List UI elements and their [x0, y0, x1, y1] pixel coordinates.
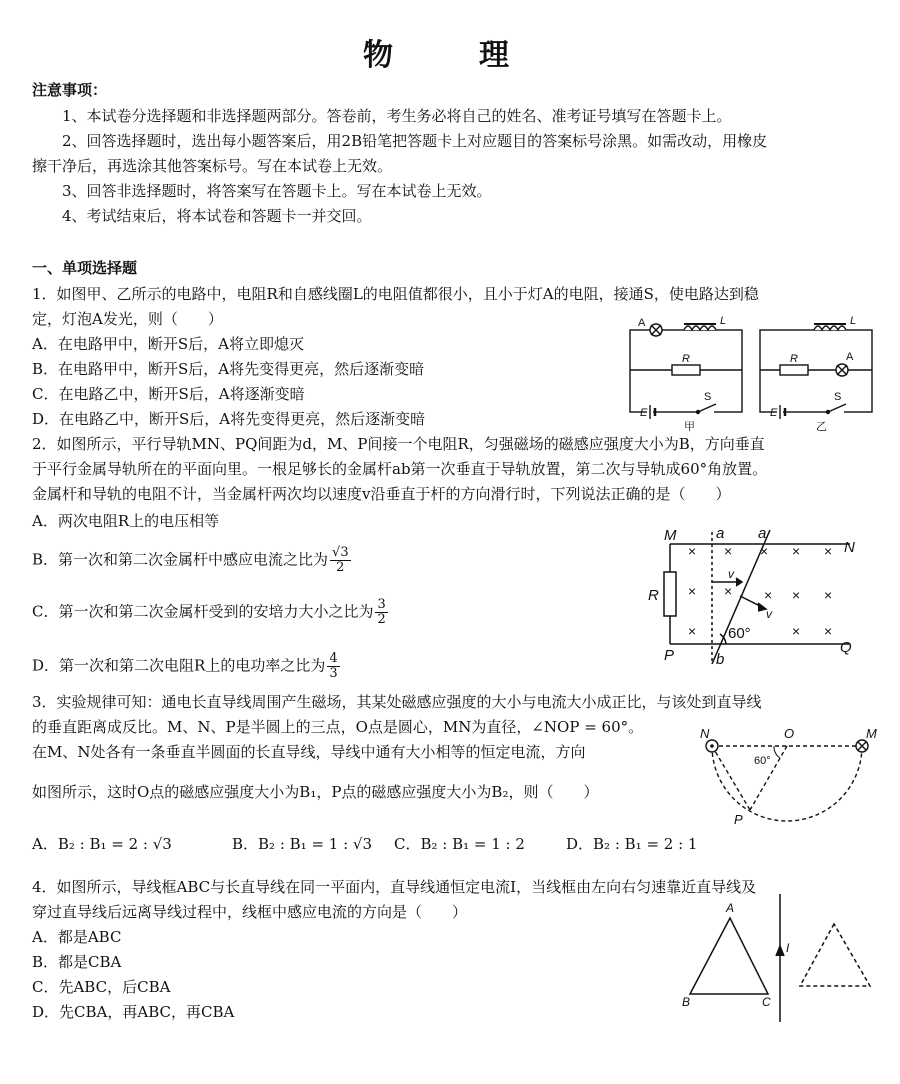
q3-option-a: A．B₂ : B₁ = 2 : √3 [32, 835, 172, 853]
field-mark: × [824, 587, 833, 603]
label-o: O [784, 726, 795, 741]
q2-stem-line3: 金属杆和导轨的电阻不计，当金属杆两次均以速度v沿垂直于杆的方向滑行时，下列说法正确的是（ ） [32, 485, 731, 503]
label-p: P [734, 812, 743, 827]
notice-item-2-cont: 擦干净后，再选涂其他答案标号。写在本试卷上无效。 [32, 157, 393, 175]
label-c: C [762, 995, 771, 1009]
q3-option-b: B．B₂ : B₁ = 1 : √3 [232, 835, 373, 853]
label-r-yi: R [790, 353, 798, 365]
notice-item-1: 1、本试卷分选择题和非选择题两部分。答卷前，考生务必将自己的姓名、准考证号填写在答题卡上。 [62, 107, 732, 125]
q1-circuit-figure [620, 312, 880, 432]
label-a2: a [758, 525, 767, 542]
label-yi: 乙 [816, 421, 827, 432]
q2-option-d [32, 652, 340, 681]
q1-stem-line2: 定，灯泡A发光，则（ ） [32, 310, 223, 328]
q4-frame-figure [676, 890, 886, 1030]
label-n: N [700, 726, 710, 741]
fraction-b [330, 546, 351, 575]
q2-option-c-text: C．第一次和第二次金属杆受到的安培力大小之比为 [32, 602, 374, 621]
q1-option-d: D．在电路乙中，断开S后，A将先变得更亮，然后逐渐变暗 [32, 410, 426, 428]
label-v2: v [766, 607, 772, 621]
label-a-jia: A [638, 317, 646, 329]
field-mark: × [792, 623, 801, 639]
q3-option-d: D．B₂ : B₁ = 2 : 1 [566, 835, 698, 853]
notice-heading: 注意事项： [32, 81, 108, 99]
q3-stem-line3: 在M、N处各有一条垂直半圆面的长直导线，导线中通有大小相等的恒定电流，方向 [32, 743, 586, 761]
q4-stem-line1: 4．如图所示，导线框ABC与长直导线在同一平面内，直导线通恒定电流I，当线框由左向右匀速靠近直导线及 [32, 878, 757, 896]
q2-stem-line1: 2．如图所示，平行导轨MN、PQ间距为d，M、P间接一个电阻R，匀强磁场的磁感应强度大小为B，方向垂直 [32, 435, 765, 453]
q2-option-b [32, 546, 351, 575]
q2-option-d-text: D．第一次和第二次电阻R上的电功率之比为 [32, 656, 326, 675]
label-q: Q [840, 639, 852, 656]
field-mark: × [688, 543, 697, 559]
fraction-d [327, 652, 339, 681]
label-jia: 甲 [684, 421, 695, 432]
section-heading: 一、单项选择题 [32, 259, 138, 277]
label-e-yi: E [770, 407, 778, 419]
label-e-jia: E [640, 407, 648, 419]
q2-option-c [32, 598, 388, 627]
page-title: 物 理 [363, 38, 537, 73]
label-a1: a [716, 525, 725, 542]
fraction-d-den: 3 [329, 666, 338, 681]
q1-option-c: C．在电路乙中，断开S后，A将逐渐变暗 [32, 385, 305, 403]
q4-option-c: C．先ABC，后CBA [32, 978, 171, 996]
q4-stem-line2: 穿过直导线后远离导线过程中，线框中感应电流的方向是（ ） [32, 903, 468, 921]
q3-semicircle-figure [690, 720, 890, 832]
label-m: M [664, 527, 677, 544]
q1-option-b: B．在电路甲中，断开S后，A将先变得更亮，然后逐渐变暗 [32, 360, 425, 378]
field-mark: × [792, 587, 801, 603]
q2-stem-line2: 于平行金属导轨所在的平面向里。一根足够长的金属杆ab第一次垂直于导轨放置，第二次与导轨成60°角放置。 [32, 460, 768, 478]
field-mark: × [824, 623, 833, 639]
label-angle: 60° [754, 755, 771, 767]
q2-option-b-text: B．第一次和第二次金属杆中感应电流之比为 [32, 550, 329, 569]
label-a: A [726, 901, 735, 915]
field-mark: × [688, 583, 697, 599]
field-mark: × [688, 623, 697, 639]
q1-stem-line1: 1．如图甲、乙所示的电路中，电阻R和自感线圈L的电阻值都很小，且小于灯A的电阻，接通S，使电路达到稳 [32, 285, 759, 303]
label-i: I [786, 941, 790, 955]
current-arrow-icon [776, 946, 784, 956]
q2-rail-figure [640, 522, 870, 672]
field-mark: × [764, 587, 773, 603]
label-m: M [866, 726, 877, 741]
q4-option-a: A．都是ABC [32, 928, 122, 946]
fraction-b-den: 2 [336, 560, 345, 575]
resistor-icon [672, 365, 700, 375]
fraction-b-num: √3 [332, 545, 349, 560]
field-mark: × [792, 543, 801, 559]
label-r-jia: R [682, 353, 690, 365]
label-v1: v [728, 567, 734, 581]
notice-item-2: 2、回答选择题时，选出每小题答案后，用2B铅笔把答题卡上对应题目的答案标号涂黑。如需改动，用橡皮 [62, 132, 768, 150]
q3-option-c: C．B₂ : B₁ = 1 : 2 [394, 835, 525, 853]
fraction-c-num: 3 [377, 597, 386, 612]
fraction-c-den: 2 [377, 612, 386, 627]
q1-option-a: A．在电路甲中，断开S后，A将立即熄灭 [32, 335, 304, 353]
label-b: B [682, 995, 691, 1009]
label-r: R [648, 587, 659, 604]
triangle-abc [690, 918, 768, 994]
q3-stem-line2: 的垂直距离成反比。M、N、P是半圆上的三点，O点是圆心，MN为直径，∠NOP = 60°。 [32, 718, 644, 736]
label-s-yi: S [834, 391, 842, 403]
label-b: b [716, 651, 725, 668]
circuit-yi-frame [760, 330, 872, 412]
field-mark: × [824, 543, 833, 559]
label-s-jia: S [704, 391, 712, 403]
q3-stem-line4: 如图所示，这时O点的磁感应强度大小为B₁，P点的磁感应强度大小为B₂，则（ ） [32, 783, 599, 801]
notice-item-4: 4、考试结束后，将本试卷和答题卡一并交回。 [62, 207, 372, 225]
triangle-dashed [800, 924, 870, 986]
label-n: N [844, 539, 855, 556]
field-mark: × [724, 583, 733, 599]
label-l-yi: L [850, 315, 857, 327]
notice-item-3: 3、回答非选择题时，将答案写在答题卡上。写在本试卷上无效。 [62, 182, 492, 200]
field-mark: × [760, 543, 769, 559]
q3-stem-line1: 3．实验规律可知：通电长直导线周围产生磁场，其某处磁感应强度的大小与电流大小成正比，与该处到直导线 [32, 693, 762, 711]
fraction-d-num: 4 [329, 651, 338, 666]
label-p: P [664, 647, 675, 664]
label-angle: 60° [728, 625, 751, 642]
field-mark: × [724, 543, 733, 559]
q2-option-a: A．两次电阻R上的电压相等 [32, 512, 220, 530]
q4-option-d: D．先CBA，再ABC，再CBA [32, 1003, 235, 1021]
label-l-jia: L [720, 315, 727, 327]
resistor-icon [664, 572, 676, 616]
q4-option-b: B．都是CBA [32, 953, 122, 971]
fraction-c [375, 598, 387, 627]
label-a-yi: A [846, 351, 854, 363]
